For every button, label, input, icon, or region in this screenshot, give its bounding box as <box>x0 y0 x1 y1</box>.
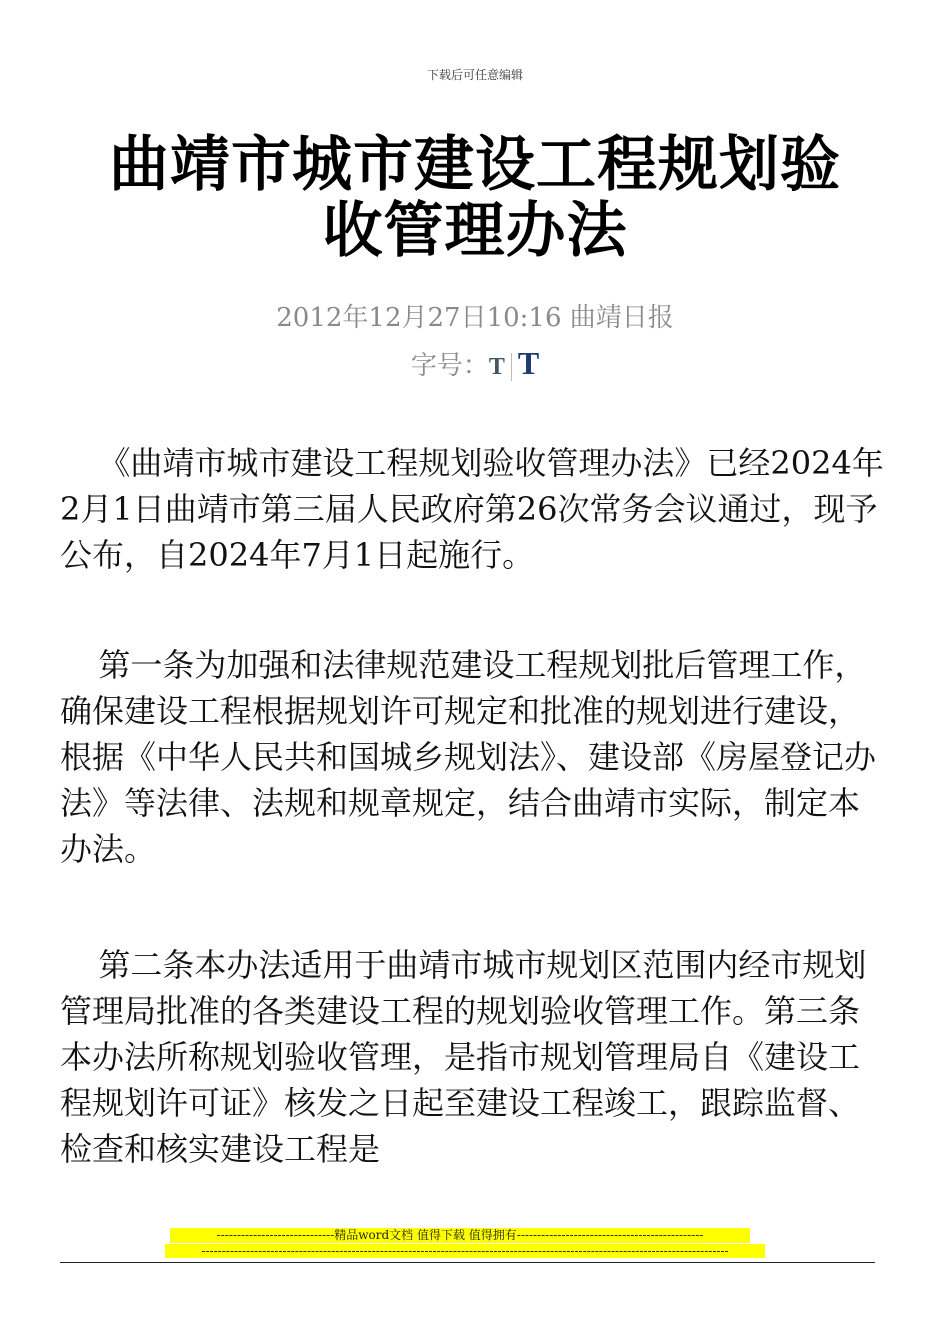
paragraph-intro: 《曲靖市城市建设工程规划验收管理办法》已经2024年2月1日曲靖市第三届人民政府第26次常务会议通过，现予公布，自2024年7月1日起施行。 <box>60 444 884 574</box>
footer-banner: -----------------------------精品word文档 值得下载 值得拥有---------------------------------------------- <box>170 1228 750 1243</box>
font-size-divider <box>511 353 512 381</box>
font-large-button[interactable]: T <box>517 345 540 381</box>
header-note: 下载后可任意编辑 <box>426 68 523 82</box>
document-title <box>60 132 890 264</box>
footer-rule <box>60 1262 875 1263</box>
font-size-label: 字号： <box>410 351 489 381</box>
footer-banner-dashes: ---------------------------------------------------------------------------------------------------------------------------------- <box>165 1244 765 1258</box>
font-small-button[interactable]: T <box>488 354 505 380</box>
font-size-control <box>0 345 950 382</box>
title-line-2: 收管理办法 <box>322 196 628 266</box>
title-line-1: 曲靖市城市建设工程规划验 <box>109 130 841 200</box>
paragraph-article-2: 第二条本办法适用于曲靖市城市规划区范围内经市规划管理局批准的各类建设工程的规划验收管理工作。第三条本办法所称规划验收管理，是指市规划管理局自《建设工程规划许可证》核发之日起至建设工程竣工，跟踪监督、检查和核实建设工程是 <box>60 946 867 1168</box>
publish-meta: 2012年12月27日10:16 曲靖日报 <box>276 303 674 333</box>
paragraph-article-1: 第一条为加强和法律规范建设工程规划批后管理工作，确保建设工程根据规划许可规定和批准的规划进行建设，根据《中华人民共和国城乡规划法》、建设部《房屋登记办法》等法律、法规和规章规定，结合曲靖市实际，制定本办法。 <box>60 646 877 868</box>
